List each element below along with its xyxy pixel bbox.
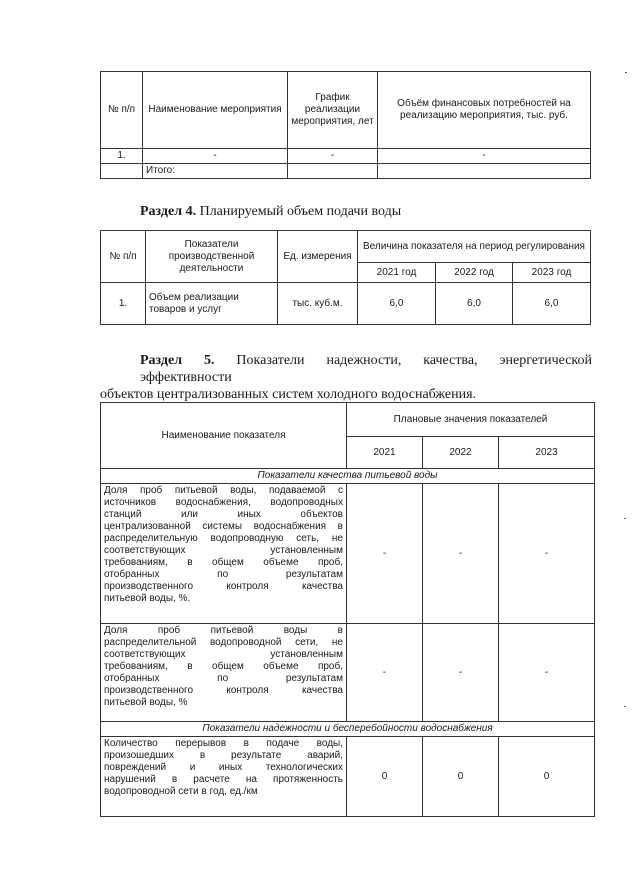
value-cell: 0 (347, 737, 423, 817)
col-header-unit: Ед. измерения (278, 231, 358, 283)
total-label: Итого: (143, 164, 288, 179)
year-header: 2023 (499, 437, 595, 469)
text-line: произошедших в результате аварий, (104, 750, 343, 761)
col-header-schedule: График реализации мероприятия, лет (288, 72, 378, 149)
text-line: водопроводной сети в год, ед./км (104, 786, 258, 797)
financing-table (100, 71, 591, 179)
col-header-number: № п/п (101, 72, 143, 149)
table-cell: 1. (101, 283, 146, 325)
text-line: требованиям, в общем объеме проб, (104, 557, 343, 568)
text-line: питьевой воды, %. (104, 593, 191, 604)
text-line: распределительной водопроводной сети, не (104, 637, 343, 648)
text-line: распределительную водопроводную сеть, не (104, 533, 343, 544)
value-cell: - (499, 484, 595, 624)
indicator-quality-source (101, 484, 347, 624)
value-cell: - (499, 624, 595, 722)
text-line: Количество перерывов в подаче воды, (104, 738, 343, 749)
section-5-title (100, 352, 592, 403)
table-cell (101, 164, 143, 179)
water-supply-table (100, 230, 591, 325)
indicator-quality-network (101, 624, 347, 722)
text-line: Доля проб питьевой воды, подаваемой с (104, 485, 343, 496)
value-cell: - (423, 624, 499, 722)
col-header-indicator: Показатели производственной деятельности (146, 231, 278, 283)
value-cell: 6,0 (358, 283, 436, 325)
section-4-text: Планируемый объем подачи воды (199, 204, 402, 219)
section-4-number: Раздел 4. (140, 204, 197, 219)
section-5-number: Раздел 5. (140, 353, 215, 368)
col-header-period: Величина показателя на период регулирования (358, 231, 591, 263)
year-header: 2023 год (513, 263, 591, 283)
text-line: отобранных по результатам (104, 569, 343, 580)
text-line: нарушений в расчете на протяженность (104, 774, 343, 785)
value-cell: 0 (423, 737, 499, 817)
indicators-table (100, 402, 595, 817)
scan-mark (624, 706, 626, 707)
col-header-indicator-name: Наименование показателя (101, 403, 347, 469)
scan-mark (624, 518, 626, 519)
text-line: соответствующих установленным (104, 545, 343, 556)
year-header: 2021 год (358, 263, 436, 283)
section-5-text-line1: Показатели надежности, качества, энергетической эффективности (140, 353, 592, 385)
value-cell: - (347, 484, 423, 624)
col-header-financing: Объём финансовых потребностей на реализацию мероприятия, тыс. руб. (378, 72, 591, 149)
scan-mark (625, 72, 627, 73)
year-header: 2021 (347, 437, 423, 469)
col-header-activity: Наименование мероприятия (143, 72, 288, 149)
indicator-reliability (101, 737, 347, 817)
unit-cell: тыс. куб.м. (278, 283, 358, 325)
year-header: 2022 год (436, 263, 513, 283)
col-header-plan: Плановые значения показателей (347, 403, 595, 437)
text-line: требованиям, в общем объеме проб, (104, 661, 343, 672)
group-header-quality: Показатели качества питьевой воды (101, 469, 595, 484)
table-cell: - (378, 149, 591, 164)
year-header: 2022 (423, 437, 499, 469)
table-cell: - (143, 149, 288, 164)
text-line: отобранных по результатам (104, 673, 343, 684)
text-line: производственного контроля качества (104, 581, 343, 592)
table-cell (288, 164, 378, 179)
text-line: производственного контроля качества (104, 685, 343, 696)
text-line: соответствующих установленным (104, 649, 343, 660)
group-header-reliability: Показатели надежности и бесперебойности водоснабжения (101, 722, 595, 737)
value-cell: 6,0 (513, 283, 591, 325)
text-line: централизованной системы водоснабжения в (104, 521, 343, 532)
text-line: Доля проб питьевой воды в (104, 625, 343, 636)
value-cell: - (347, 624, 423, 722)
section-4-title (140, 203, 401, 220)
text-line: питьевой воды, % (104, 697, 188, 708)
text-line: источников водоснабжения, водопроводных (104, 497, 343, 508)
col-header-number: № п/п (101, 231, 146, 283)
text-line: станций или иных объектов (104, 509, 343, 520)
text-line: повреждений и иных технологических (104, 762, 343, 773)
table-cell (378, 164, 591, 179)
indicator-name: Объем реализации товаров и услуг (146, 283, 278, 325)
value-cell: 0 (499, 737, 595, 817)
table-cell: - (288, 149, 378, 164)
value-cell: - (423, 484, 499, 624)
section-5-text-line2: объектов централизованных систем холодного водоснабжения. (100, 387, 477, 402)
table-cell: 1. (101, 149, 143, 164)
value-cell: 6,0 (436, 283, 513, 325)
